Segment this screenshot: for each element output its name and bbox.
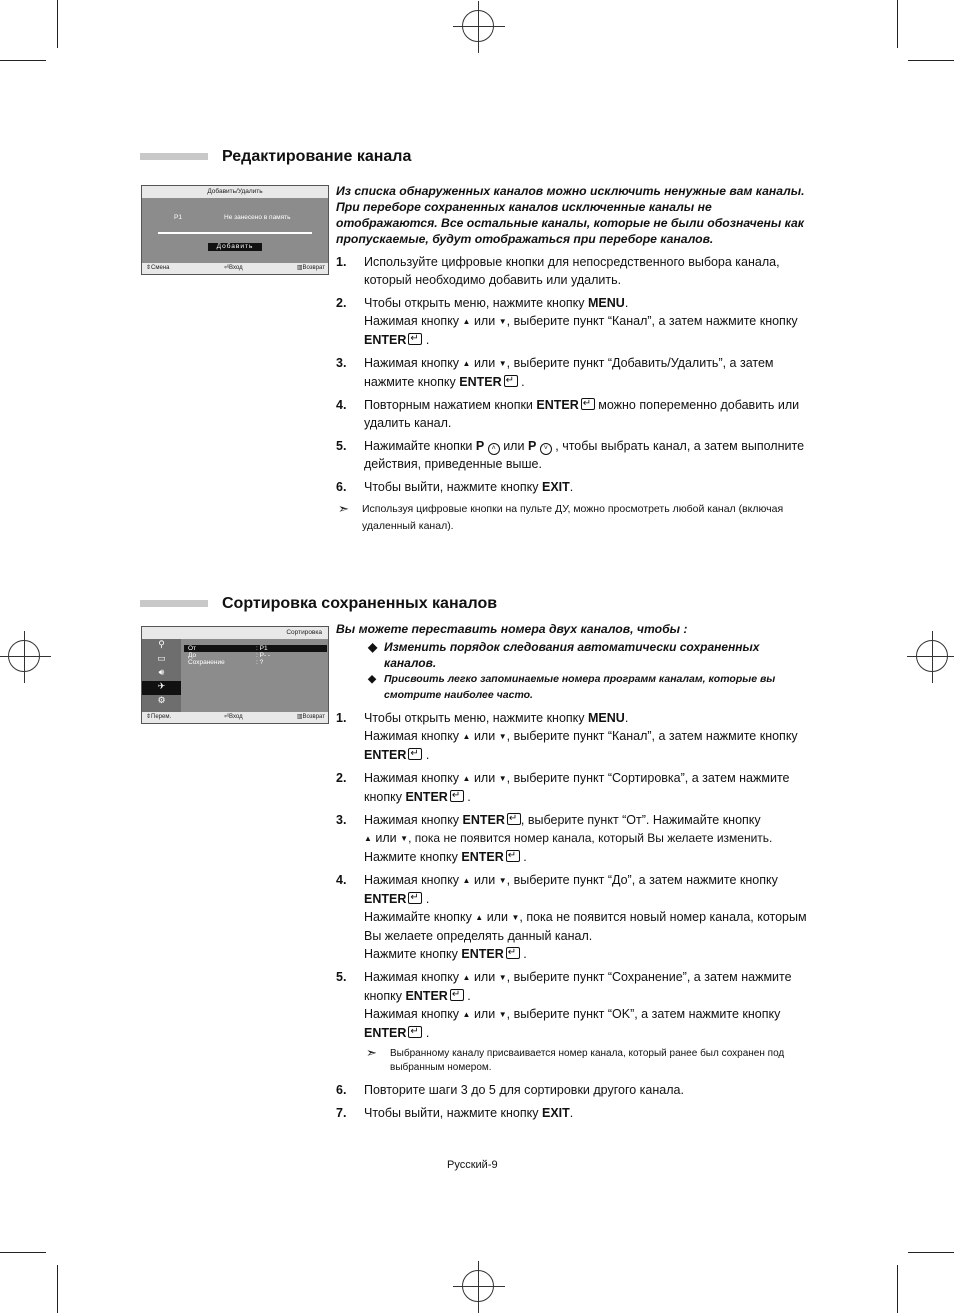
- p-down-icon: ˅: [540, 443, 552, 455]
- step: 3. Нажимая кнопку ENTER↵ , выберите пункт “От”. Нажимайте кнопку ▲ или ▼, пока не появится номер канала, который Вы желаете изменить. Нажмите кнопку ENTER↵ .: [336, 811, 811, 866]
- step: 1. Чтобы открыть меню, нажмите кнопку MENU. Нажимая кнопку ▲ или ▼, выберите пункт “Канал”, а затем нажмите кнопку ENTER↵ .: [336, 709, 811, 764]
- step: 2. Чтобы открыть меню, нажмите кнопку MENU. Нажимая кнопку ▲ или ▼, выберите пункт “Канал”, а затем нажмите кнопку ENTER↵ .: [336, 294, 811, 349]
- crop-mark: [908, 60, 954, 61]
- enter-icon: [506, 947, 520, 959]
- step: 1. Используйте цифровые кнопки для непосредственного выбора канала, который необходимо добавить или удалить.: [336, 255, 780, 287]
- bullet-item: ◆ Изменить порядок следования автоматически сохраненных каналов.: [368, 640, 760, 670]
- registration-mark: [462, 1270, 494, 1302]
- enter-icon: [581, 398, 595, 410]
- step: 5. Нажимайте кнопки P ˄ или P ˅ , чтобы выбрать канал, а затем выполните действия, приведенные выше.: [336, 439, 805, 471]
- enter-icon: [450, 790, 464, 802]
- crop-mark: [0, 1252, 46, 1253]
- osd-foot-left: ⇕Перем.: [146, 714, 172, 720]
- bullet-item: ◆ Присвоить легко запоминаемые номера программ каналам, которые вы смотрите наиболее часто.: [368, 673, 776, 701]
- enter-icon: [506, 850, 520, 862]
- osd-row: Сохранение : ?: [188, 659, 264, 666]
- osd-foot-mid: ⏎Вход: [224, 714, 243, 720]
- step: 4. Повторным нажатием кнопки ENTER↵ можно попеременно добавить или удалить канал.: [336, 396, 811, 432]
- section-title: [140, 595, 497, 613]
- step: 5. Нажимая кнопку ▲ или ▼, выберите пункт “Сохранение”, а затем нажмите кнопку ENTER↵ . Нажимая кнопку ▲ или ▼, выберите пункт “OK”, а затем нажмите кнопку ENTER↵ .: [336, 968, 811, 1042]
- osd-channel: P1: [174, 214, 182, 221]
- crop-mark: [57, 0, 58, 48]
- enter-icon: [408, 892, 422, 904]
- osd-header: Добавить/Удалить: [142, 186, 328, 198]
- crop-mark: [0, 60, 46, 61]
- p-up-icon: ˄: [488, 443, 500, 455]
- crop-mark: [908, 1252, 954, 1253]
- osd-menu-icons: [142, 639, 181, 712]
- section-title-text: Сортировка сохраненных каналов: [222, 595, 498, 612]
- registration-mark: [916, 640, 948, 672]
- setup-icon: ⚙︎: [157, 695, 166, 705]
- step: 4. Нажимая кнопку ▲ или ▼, выберите пункт “До”, а затем нажмите кнопку ENTER↵ . Нажимайте кнопку ▲ или ▼, пока не появится новый номер канала, которым Вы желаете определять данный канал. Нажмите кнопку ENTER↵ .: [336, 871, 811, 963]
- section1-text: [336, 183, 811, 539]
- step: 6. Чтобы выйти, нажмите кнопку EXIT.: [336, 480, 574, 494]
- intro-text: Вы можете переставить номера двух каналов, чтобы :: [336, 622, 688, 636]
- steps-list: [336, 253, 811, 496]
- title-bar: [140, 600, 208, 607]
- step: 2. Нажимая кнопку ▲ или ▼, выберите пункт “Сортировка”, а затем нажмите кнопку ENTER↵ .: [336, 769, 811, 806]
- steps-list: [336, 709, 811, 1042]
- note-arrow-icon: ➣: [366, 1045, 377, 1060]
- diamond-icon: ◆: [368, 673, 377, 685]
- note: ➣ Используя цифровые кнопки на пульте ДУ, можно просмотреть любой канал (включая удаленный канал).: [338, 501, 784, 532]
- note: ➣ Выбранному каналу присваивается номер канала, который ранее был сохранен под выбранным номером.: [366, 1045, 785, 1073]
- enter-icon: [408, 333, 422, 345]
- section2-text: [336, 621, 811, 1127]
- crop-mark: [897, 1265, 898, 1313]
- enter-icon: [504, 375, 518, 387]
- osd-add-button: Добавить: [208, 243, 262, 251]
- sound-icon: 🔊︎: [158, 667, 165, 677]
- osd-header: Сортировка: [142, 627, 328, 639]
- intro-text: Из списка обнаруженных каналов можно исключить ненужные вам каналы. При переборе сохраненных каналов исключенные каналы не отображаются. Все остальные каналы, которые не были обозначены как пропускаемые, будут отображаться при переборе каналов.: [336, 184, 805, 246]
- crop-mark: [57, 1265, 58, 1313]
- section-title: [140, 148, 411, 166]
- enter-icon: [408, 1026, 422, 1038]
- osd-foot-left: ⇕Смена: [146, 265, 170, 271]
- step: 6. Повторите шаги 3 до 5 для сортировки другого канала.: [336, 1083, 684, 1097]
- page-number: Русский-9: [447, 1159, 498, 1171]
- osd-footer: [142, 712, 328, 723]
- channel-icon: ✈︎: [142, 681, 181, 695]
- step: 7. Чтобы выйти, нажмите кнопку EXIT.: [336, 1106, 574, 1120]
- picture-icon: ▭: [157, 653, 166, 663]
- enter-icon: [408, 748, 422, 760]
- steps-list: [336, 1081, 811, 1122]
- note-arrow-icon: ➣: [338, 501, 349, 516]
- osd-sorting: [141, 626, 329, 724]
- diamond-icon: ◆: [368, 640, 378, 654]
- enter-icon: [450, 989, 464, 1001]
- title-bar: [140, 153, 208, 160]
- osd-divider: [158, 232, 312, 234]
- osd-row: От : P1: [184, 645, 327, 652]
- osd-add-delete: [141, 185, 329, 275]
- crop-mark: [897, 0, 898, 48]
- osd-status: Не занесено в память: [224, 214, 291, 221]
- registration-mark: [8, 640, 40, 672]
- section-title-text: Редактирование канала: [222, 148, 412, 165]
- enter-icon: [507, 813, 521, 825]
- osd-foot-right: ▥Возврат: [296, 265, 325, 271]
- osd-foot-right: ▥Возврат: [296, 714, 325, 720]
- osd-footer: [142, 263, 328, 274]
- step: 3. Нажимая кнопку ▲ или ▼, выберите пункт “Добавить/Удалить”, а затем нажмите кнопку ENTER↵ .: [336, 354, 811, 391]
- registration-mark: [462, 10, 494, 42]
- osd-row: До : P- -: [188, 652, 271, 659]
- osd-foot-mid: ⏎Вход: [224, 265, 243, 271]
- antenna-icon: ⚲: [158, 639, 165, 649]
